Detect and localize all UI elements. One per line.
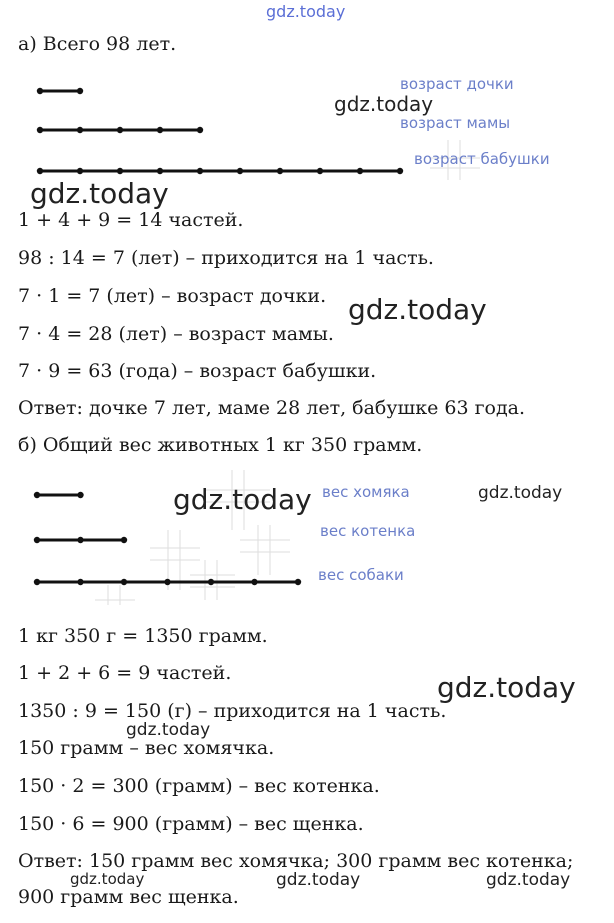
solution-line: 150 грамм – вес хомячка. <box>18 737 275 759</box>
solution-line: 7 · 4 = 28 (лет) – возраст мамы. <box>18 323 334 345</box>
segment-dot <box>77 88 83 94</box>
answer-line: Ответ: дочке 7 лет, маме 28 лет, бабушке 63 года. <box>18 397 526 419</box>
segment-dot <box>77 492 83 498</box>
solution-line: 98 : 14 = 7 (лет) – приходится на 1 часть. <box>18 247 434 269</box>
part-a-heading: а) Всего 98 лет. <box>18 33 177 55</box>
segment-dot <box>117 127 123 133</box>
solution-line: 150 · 6 = 900 (грамм) – вес щенка. <box>18 813 364 835</box>
solution-line: 1 кг 350 г = 1350 грамм. <box>18 625 268 647</box>
watermark: gdz.today <box>486 870 571 890</box>
segment-dot <box>37 127 43 133</box>
segment-dot <box>77 168 83 174</box>
solution-line: 1350 : 9 = 150 (г) – приходится на 1 часть. <box>18 700 447 722</box>
segment-dot <box>117 168 123 174</box>
part-b-heading: б) Общий вес животных 1 кг 350 грамм. <box>18 434 423 456</box>
solution-line: 1 + 2 + 6 = 9 частей. <box>18 662 232 684</box>
solution-line: 150 · 2 = 300 (грамм) – вес котенка. <box>18 775 380 797</box>
segment-dot <box>157 168 163 174</box>
answer-line: Ответ: 150 грамм вес хомячка; 300 грамм вес котенка; <box>18 850 574 872</box>
segment-dot <box>357 168 363 174</box>
label-mother-age: возраст мамы <box>400 114 511 132</box>
watermark: gdz.today <box>478 483 563 503</box>
watermark: gdz.today <box>173 483 312 516</box>
segment-dot <box>37 168 43 174</box>
segment-dot <box>37 88 43 94</box>
segment-dot <box>77 537 83 543</box>
label-grandmother-age: возраст бабушки <box>414 150 550 168</box>
solution-line: 7 · 1 = 7 (лет) – возраст дочки. <box>18 285 327 307</box>
segment-dot <box>34 492 40 498</box>
segment-dot <box>295 579 301 585</box>
watermark: gdz.today <box>30 177 169 210</box>
segment-dot <box>121 537 127 543</box>
segment-dot <box>121 579 127 585</box>
label-daughter-age: возраст дочки <box>400 75 514 93</box>
segment-dot <box>34 579 40 585</box>
segment-dot <box>197 127 203 133</box>
watermark: gdz.today <box>276 870 361 890</box>
solution-line: 7 · 9 = 63 (года) – возраст бабушки. <box>18 360 377 382</box>
watermark-top: gdz.today <box>266 2 346 21</box>
watermark: gdz.today <box>126 720 211 740</box>
segment-dot <box>197 168 203 174</box>
watermark: gdz.today <box>70 870 145 888</box>
watermark: gdz.today <box>437 671 576 704</box>
segment-dot <box>251 579 257 585</box>
segment-dot <box>77 579 83 585</box>
segment-dot <box>397 168 403 174</box>
segment-dot <box>77 127 83 133</box>
segment-dot <box>157 127 163 133</box>
segment-dot <box>208 579 214 585</box>
segment-dot <box>34 537 40 543</box>
answer-line: 900 грамм вес щенка. <box>18 886 239 908</box>
solution-line: 1 + 4 + 9 = 14 частей. <box>18 209 244 231</box>
label-dog-weight: вес собаки <box>318 566 404 584</box>
watermark: gdz.today <box>348 293 487 326</box>
watermark: gdz.today <box>334 92 434 116</box>
segment-dot <box>277 168 283 174</box>
label-kitten-weight: вес котенка <box>320 522 416 540</box>
segment-dot <box>317 168 323 174</box>
label-hamster-weight: вес хомяка <box>322 483 410 501</box>
segment-dot <box>237 168 243 174</box>
segment-dot <box>164 579 170 585</box>
